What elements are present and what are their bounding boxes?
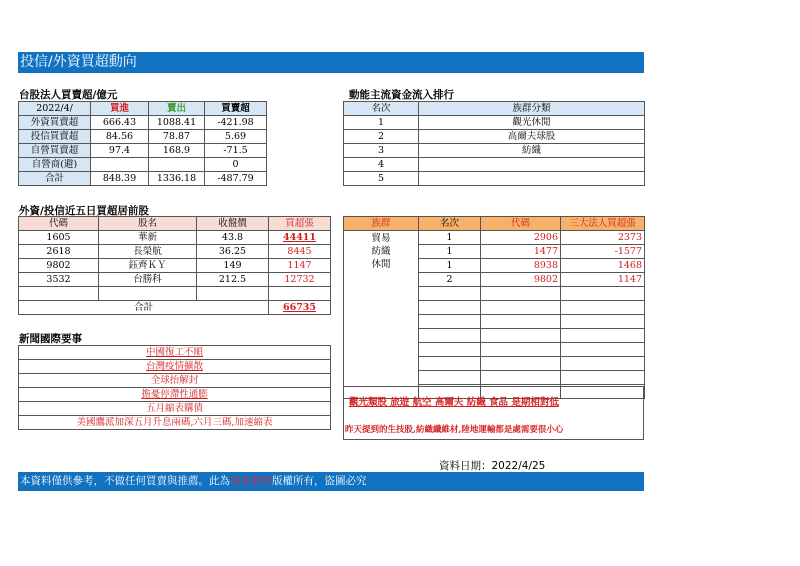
cell: 1147	[269, 259, 331, 273]
cell: 8938	[481, 259, 561, 273]
cell: 848.39	[91, 172, 149, 186]
cell: 0	[205, 158, 267, 172]
disclaimer-brand: 某某財經	[230, 475, 272, 487]
top5-total-value: 66735	[269, 301, 331, 315]
cell	[481, 329, 561, 343]
cell: 3532	[19, 273, 99, 287]
top5-table	[18, 216, 331, 315]
top5-header-buy: 買超張	[269, 217, 331, 231]
news-item: 五月縮表購債	[19, 402, 331, 416]
cell	[561, 357, 645, 371]
news-item: 台灣疫情擴散	[19, 360, 331, 374]
note-line: 昨天提到的生技股,紡織纖維材,陸地運輸都是處需要很小心	[345, 425, 564, 435]
top5-table-header	[19, 217, 331, 231]
cell	[419, 357, 481, 371]
page-title-banner	[18, 52, 644, 73]
group-header-rank: 名次	[419, 217, 481, 231]
group-name: 貿易	[371, 233, 391, 244]
cell	[419, 329, 481, 343]
table-row	[19, 287, 331, 301]
cell	[419, 158, 645, 172]
data-date: 資料日期：2022/4/25	[439, 460, 546, 472]
news-item: 全球抬解封	[19, 374, 331, 388]
cell: 212.5	[197, 273, 269, 287]
news-title: 新聞國際要事	[19, 333, 82, 345]
cell: 5	[344, 172, 419, 186]
cell: 666.43	[91, 116, 149, 130]
group-name: 休閒	[371, 259, 391, 270]
cell	[481, 371, 561, 385]
cell	[91, 158, 149, 172]
cell	[481, 343, 561, 357]
top5-header-close: 收盤價	[197, 217, 269, 231]
note-line: 觀光類股 旅遊 航空 高爾夫 紡織 食品 是期相對低	[349, 397, 559, 408]
cell: 12732	[269, 273, 331, 287]
list-item	[19, 402, 331, 416]
cell	[561, 315, 645, 329]
cell: 8445	[269, 245, 331, 259]
group-names-cell	[344, 231, 419, 399]
cell	[419, 315, 481, 329]
cell: 紡織	[419, 144, 645, 158]
cell	[197, 287, 269, 301]
row-label: 外資買賣超	[19, 116, 91, 130]
momentum-title: 動能主流資金流入排行	[349, 89, 454, 101]
inst-header-buy: 買進	[91, 102, 149, 116]
cell: 1147	[561, 273, 645, 287]
top5-title: 外資/投信近五日買超居前股	[19, 205, 149, 217]
table-row	[19, 273, 331, 287]
table-row	[19, 116, 267, 130]
cell: 2618	[19, 245, 99, 259]
table-row-total	[19, 301, 331, 315]
notes-box	[343, 386, 644, 440]
cell: 1477	[481, 245, 561, 259]
cell: 149	[197, 259, 269, 273]
disclaimer-text: 本資料僅供參考，不做任何買賣與推薦。此為	[20, 475, 230, 487]
cell	[481, 315, 561, 329]
cell: 1	[419, 259, 481, 273]
group-name: 紡織	[371, 246, 391, 257]
table-row	[344, 130, 645, 144]
inst-table	[18, 101, 267, 186]
cell: 1	[419, 245, 481, 259]
table-row	[344, 158, 645, 172]
list-item	[19, 416, 331, 430]
cell: 台勝科	[99, 273, 197, 287]
cell: 78.87	[149, 130, 205, 144]
list-item	[19, 346, 331, 360]
cell	[481, 287, 561, 301]
group-header-buy: 三大法人買超張	[561, 217, 645, 231]
row-label: 投信買賣超	[19, 130, 91, 144]
cell	[419, 301, 481, 315]
momentum-header-group: 族群分類	[419, 102, 645, 116]
cell: -71.5	[205, 144, 267, 158]
cell: 2906	[481, 231, 561, 245]
cell: 2373	[561, 231, 645, 245]
cell	[19, 287, 99, 301]
cell: 84.56	[91, 130, 149, 144]
momentum-table-header	[344, 102, 645, 116]
cell: -487.79	[205, 172, 267, 186]
cell: 1468	[561, 259, 645, 273]
cell: 9802	[19, 259, 99, 273]
inst-section-title: 台股法人買賣超/億元	[19, 89, 118, 101]
cell: 觀光休閒	[419, 116, 645, 130]
cell: 97.4	[91, 144, 149, 158]
table-row	[19, 144, 267, 158]
cell: 2	[419, 273, 481, 287]
cell	[419, 287, 481, 301]
table-row	[344, 231, 645, 245]
top5-header-name: 股名	[99, 217, 197, 231]
disclaimer-banner	[18, 472, 644, 491]
cell	[561, 371, 645, 385]
table-row	[19, 158, 267, 172]
table-row	[19, 245, 331, 259]
cell	[481, 301, 561, 315]
momentum-table	[343, 101, 645, 186]
news-item: 美國鷹派加深五月升息兩碼,六月三碼,加速縮表	[19, 416, 331, 430]
page-title: 投信/外資買超動向	[20, 54, 137, 70]
cell: 168.9	[149, 144, 205, 158]
cell	[99, 287, 197, 301]
table-row	[19, 259, 331, 273]
cell: 鈺齊ＫＹ	[99, 259, 197, 273]
cell: -421.98	[205, 116, 267, 130]
cell: 1088.41	[149, 116, 205, 130]
cell: 44411	[269, 231, 331, 245]
cell	[419, 371, 481, 385]
cell	[419, 172, 645, 186]
cell: 長榮航	[99, 245, 197, 259]
news-item: 中國復工不順	[19, 346, 331, 360]
top5-header-code: 代碼	[19, 217, 99, 231]
table-row	[19, 130, 267, 144]
cell	[561, 301, 645, 315]
row-label: 自營買賣超	[19, 144, 91, 158]
top5-total-label: 合計	[19, 301, 269, 315]
cell: 1336.18	[149, 172, 205, 186]
cell: -1577	[561, 245, 645, 259]
cell	[561, 343, 645, 357]
list-item	[19, 388, 331, 402]
cell	[149, 158, 205, 172]
table-row	[19, 231, 331, 245]
cell: 1	[344, 116, 419, 130]
cell: 4	[344, 158, 419, 172]
cell: 3	[344, 144, 419, 158]
cell: 1605	[19, 231, 99, 245]
inst-header-sell: 賣出	[149, 102, 205, 116]
momentum-header-rank: 名次	[344, 102, 419, 116]
inst-table-header	[19, 102, 267, 116]
row-label: 合計	[19, 172, 91, 186]
cell	[561, 329, 645, 343]
cell: 43.8	[197, 231, 269, 245]
cell	[419, 343, 481, 357]
disclaimer-text-end: 版權所有，盜圖必究	[272, 475, 367, 487]
list-item	[19, 374, 331, 388]
table-row-total	[19, 172, 267, 186]
cell: 高爾夫球股	[419, 130, 645, 144]
cell: 2	[344, 130, 419, 144]
table-row	[344, 172, 645, 186]
news-list	[18, 345, 331, 430]
cell	[561, 287, 645, 301]
inst-header-net: 買賣超	[205, 102, 267, 116]
table-row	[344, 144, 645, 158]
group-header-group: 族群	[344, 217, 419, 231]
cell: 9802	[481, 273, 561, 287]
cell: 36.25	[197, 245, 269, 259]
group-table-header	[344, 217, 645, 231]
cell: 華新	[99, 231, 197, 245]
cell: 1	[419, 231, 481, 245]
list-item	[19, 360, 331, 374]
group-table	[343, 216, 645, 399]
inst-header-date: 2022/4/	[19, 102, 91, 116]
group-header-code: 代碼	[481, 217, 561, 231]
cell	[481, 357, 561, 371]
table-row	[344, 116, 645, 130]
row-label: 自營商(避)	[19, 158, 91, 172]
news-item: 擔憂停滯性通膨	[19, 388, 331, 402]
cell: 5.69	[205, 130, 267, 144]
cell	[269, 287, 331, 301]
